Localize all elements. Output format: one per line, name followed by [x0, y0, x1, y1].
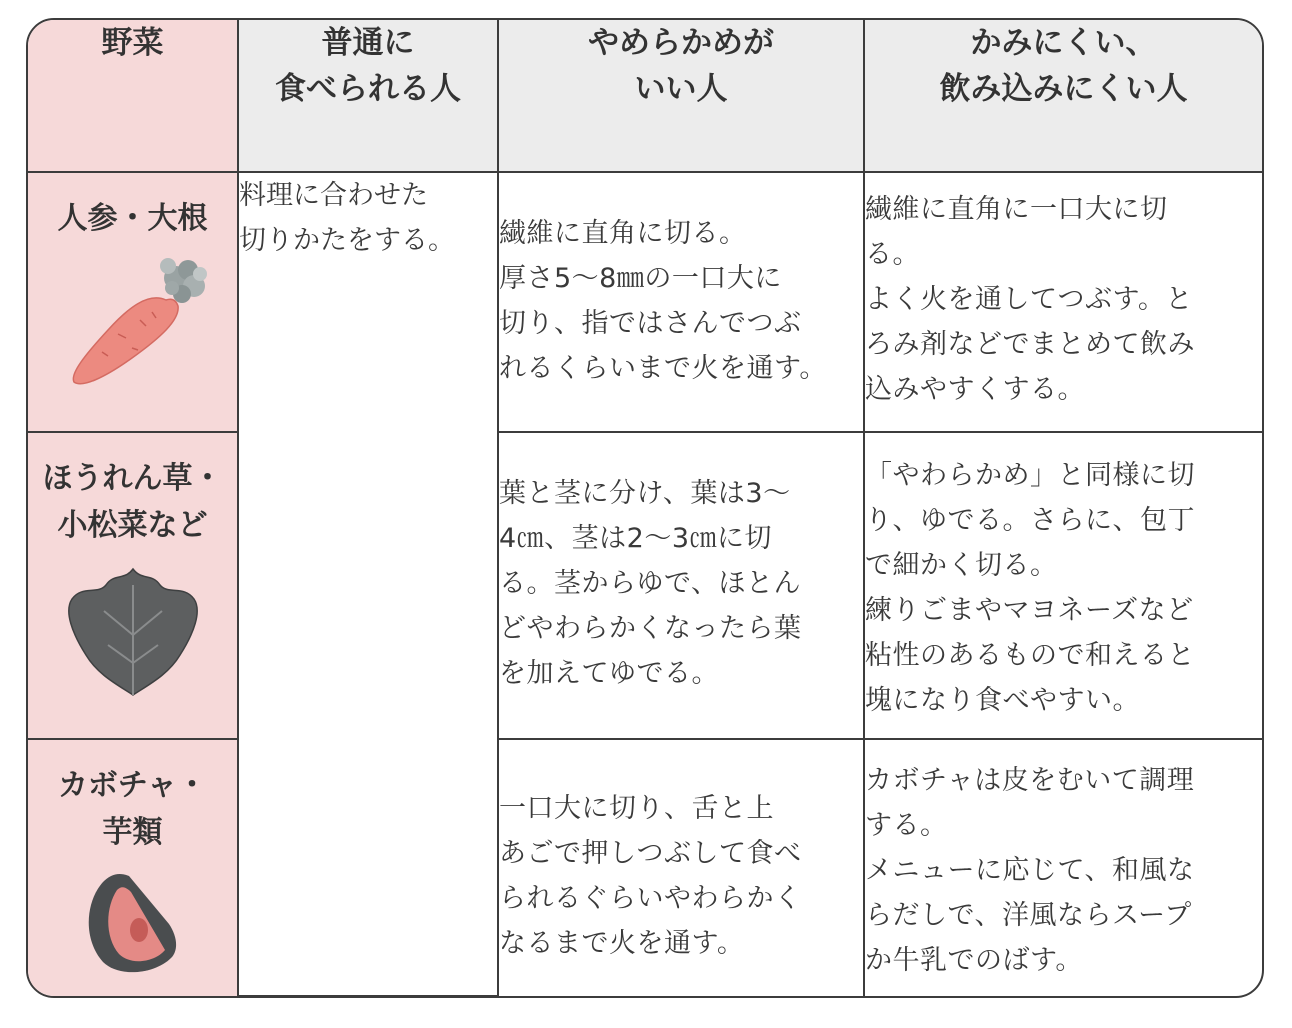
soft-cell-pumpkin: 一口大に切り、舌と上 あごで押しつぶして食べ られるぐらいやわらかく なるまで火を通す。 [498, 739, 864, 996]
header-normal: 普通に 食べられる人 [238, 20, 498, 172]
table-row [28, 172, 1262, 432]
table-row [28, 432, 1262, 739]
table-row [28, 739, 1262, 996]
vegetable-cell-carrot [28, 172, 238, 432]
guide-table [28, 20, 1262, 997]
vegetable-preparation-table [26, 18, 1264, 998]
vegetable-cell-pumpkin [28, 739, 238, 996]
header-vegetable: 野菜 [28, 20, 238, 172]
pumpkin-icon [73, 862, 193, 978]
carrot-icon [48, 248, 218, 398]
spinach-icon [58, 555, 208, 705]
difficult-cell-pumpkin: カボチャは皮をむいて調理 する。 メニューに応じて、和風な らだしで、洋風ならスープ か牛乳でのばす。 [864, 739, 1262, 996]
soft-cell-spinach: 葉と茎に分け、葉は3～ 4㎝、茎は2～3㎝に切 る。茎からゆで、ほとん どやわらかくなったら葉 を加えてゆでる。 [498, 432, 864, 739]
difficult-cell-carrot: 繊維に直角に一口大に切 る。 よく火を通してつぶす。と ろみ剤などでまとめて飲み 込みやすくする。 [864, 172, 1262, 432]
header-row [28, 20, 1262, 172]
vegetable-cell-spinach [28, 432, 238, 739]
vegetable-name: カボチャ・ 芋類 [57, 768, 208, 850]
vegetable-name: ほうれん草・ 小松菜など [42, 461, 223, 543]
difficult-cell-spinach: 「やわらかめ」と同様に切 り、ゆでる。さらに、包丁 で細かく切る。 練りごまやマヨネーズなど 粘性のあるもので和えると 塊になり食べやすい。 [864, 432, 1262, 739]
vegetable-name: 人参・大根 [57, 201, 208, 236]
soft-cell-carrot: 繊維に直角に切る。 厚さ5～8㎜の一口大に 切り、指ではさんでつぶ れるくらいまで火を通す。 [498, 172, 864, 432]
header-difficult: かみにくい、 飲み込みにくい人 [864, 20, 1262, 172]
normal-common-cell: 料理に合わせた 切りかたをする。 [238, 172, 498, 996]
header-soft: やめらかめが いい人 [498, 20, 864, 172]
